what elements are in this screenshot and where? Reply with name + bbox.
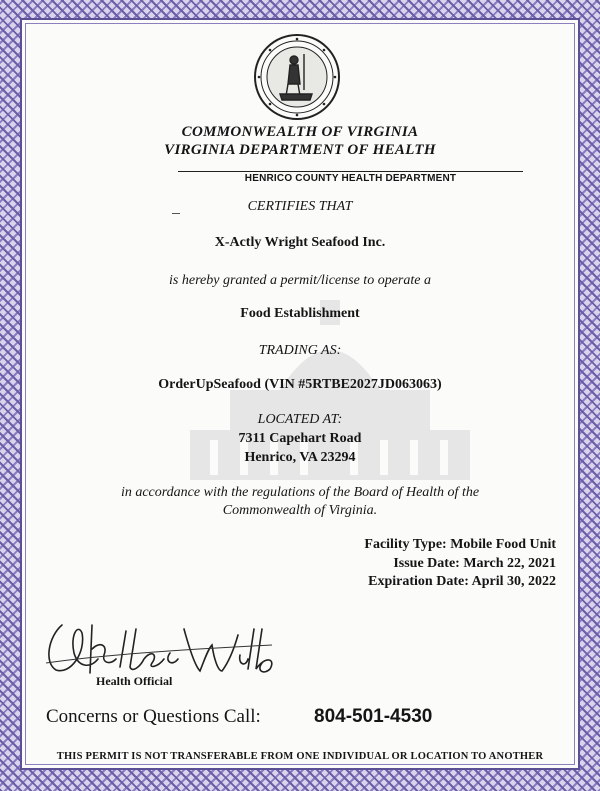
contact-phone: 804-501-4530: [314, 706, 433, 727]
located-at-label: LOCATED AT:: [257, 412, 343, 427]
certifies-text: CERTIFIES THAT: [247, 199, 353, 214]
trading-name: OrderUpSeafood (VIN #5RTBE2027JD063063): [158, 377, 442, 392]
business-name: X-Actly Wright Seafood Inc.: [214, 235, 386, 250]
establishment-type: Food Establishment: [240, 306, 360, 321]
expiration-date: Expiration Date: April 30, 2022: [368, 574, 556, 589]
accordance-line1: in accordance with the regulations of the Board of Health of the: [120, 485, 480, 500]
health-official-title: Health Official: [96, 674, 173, 688]
header-rule: [178, 171, 523, 172]
trading-as-label: TRADING AS:: [258, 343, 342, 358]
address-line2: Henrico, VA 23294: [244, 450, 356, 465]
non-transferable-notice: THIS PERMIT IS NOT TRANSFERABLE FROM ONE INDIVIDUAL OR LOCATION TO ANOTHER: [56, 751, 544, 762]
county-department: HENRICO COUNTY HEALTH DEPARTMENT: [244, 173, 457, 184]
address-line1: 7311 Capehart Road: [238, 431, 362, 446]
accordance-line2: Commonwealth of Virginia.: [222, 503, 378, 518]
issue-date: Issue Date: March 22, 2021: [393, 556, 556, 571]
header-commonwealth: COMMONWEALTH OF VIRGINIA: [181, 124, 419, 140]
facility-type: Facility Type: Mobile Food Unit: [364, 537, 556, 552]
virginia-seal-icon: [252, 32, 342, 122]
header-department: VIRGINIA DEPARTMENT OF HEALTH: [164, 142, 436, 158]
contact-label: Concerns or Questions Call:: [46, 706, 261, 727]
granted-text: is hereby granted a permit/license to operate a: [169, 273, 431, 288]
